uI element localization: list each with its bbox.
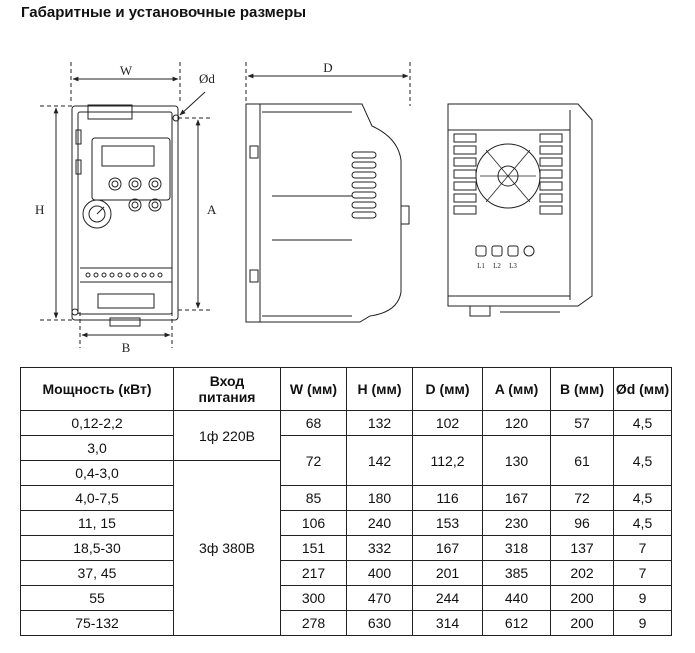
cell-a: 612 bbox=[483, 611, 551, 636]
label-b: B bbox=[121, 340, 131, 355]
cell-h: 332 bbox=[347, 536, 413, 561]
cell-a: 167 bbox=[483, 486, 551, 511]
cell-w: 217 bbox=[281, 561, 347, 586]
label-w: W bbox=[119, 63, 133, 78]
cell-d: 112,2 bbox=[413, 436, 483, 486]
cell-od: 9 bbox=[614, 611, 672, 636]
cell-h: 240 bbox=[347, 511, 413, 536]
cell-h: 630 bbox=[347, 611, 413, 636]
cell-b: 57 bbox=[551, 411, 614, 436]
cell-power: 4,0-7,5 bbox=[21, 486, 174, 511]
header-d: D (мм) bbox=[413, 368, 483, 411]
cell-d: 116 bbox=[413, 486, 483, 511]
table-row bbox=[21, 411, 672, 436]
front-view bbox=[35, 62, 217, 355]
header-b: B (мм) bbox=[551, 368, 614, 411]
cell-h: 470 bbox=[347, 586, 413, 611]
header-input-line1: Вход bbox=[209, 373, 245, 389]
page-title: Габаритные и установочные размеры bbox=[21, 4, 307, 21]
cell-w: 151 bbox=[281, 536, 347, 561]
table-header-row bbox=[21, 368, 672, 411]
cell-input-3phase: 3ф 380В bbox=[174, 461, 281, 636]
cell-od: 9 bbox=[614, 586, 672, 611]
cell-od: 4,5 bbox=[614, 486, 672, 511]
header-od: Ød (мм) bbox=[614, 368, 672, 411]
table-row bbox=[21, 611, 672, 636]
cell-b: 96 bbox=[551, 511, 614, 536]
cell-power: 18,5-30 bbox=[21, 536, 174, 561]
cell-power: 11, 15 bbox=[21, 511, 174, 536]
header-power: Мощность (кВт) bbox=[21, 368, 174, 411]
header-w: W (мм) bbox=[281, 368, 347, 411]
cell-d: 102 bbox=[413, 411, 483, 436]
cell-w: 68 bbox=[281, 411, 347, 436]
cell-b: 202 bbox=[551, 561, 614, 586]
cell-od: 4,5 bbox=[614, 411, 672, 436]
cell-d: 201 bbox=[413, 561, 483, 586]
cell-a: 440 bbox=[483, 586, 551, 611]
cell-b: 72 bbox=[551, 486, 614, 511]
label-a: A bbox=[207, 202, 217, 217]
table-row bbox=[21, 436, 672, 461]
table-row bbox=[21, 536, 672, 561]
cell-b: 200 bbox=[551, 586, 614, 611]
cell-od: 4,5 bbox=[614, 511, 672, 536]
cell-power: 55 bbox=[21, 586, 174, 611]
cell-power: 37, 45 bbox=[21, 561, 174, 586]
cell-w: 85 bbox=[281, 486, 347, 511]
cell-power: 75-132 bbox=[21, 611, 174, 636]
cell-b: 137 bbox=[551, 536, 614, 561]
cell-d: 153 bbox=[413, 511, 483, 536]
table-row bbox=[21, 561, 672, 586]
cell-w: 72 bbox=[281, 436, 347, 486]
cell-power: 3,0 bbox=[21, 436, 174, 461]
cell-od: 4,5 bbox=[614, 436, 672, 486]
table-row bbox=[21, 586, 672, 611]
table-row bbox=[21, 511, 672, 536]
header-input-line2: питания bbox=[198, 389, 256, 405]
cell-a: 120 bbox=[483, 411, 551, 436]
cell-od: 7 bbox=[614, 561, 672, 586]
label-d-hole: Ød bbox=[199, 71, 215, 86]
table-row bbox=[21, 486, 672, 511]
rear-view bbox=[448, 104, 592, 316]
label-h: H bbox=[35, 202, 45, 217]
cell-h: 400 bbox=[347, 561, 413, 586]
cell-d: 244 bbox=[413, 586, 483, 611]
terminal-label-l2: L2 bbox=[493, 262, 501, 270]
cell-w: 106 bbox=[281, 511, 347, 536]
terminal-label-l3: L3 bbox=[509, 262, 517, 270]
cell-w: 278 bbox=[281, 611, 347, 636]
cell-d: 167 bbox=[413, 536, 483, 561]
cell-a: 130 bbox=[483, 436, 551, 486]
cell-power: 0,12-2,2 bbox=[21, 411, 174, 436]
label-depth: D bbox=[323, 60, 333, 75]
cell-od: 7 bbox=[614, 536, 672, 561]
terminal-label-l1: L1 bbox=[477, 262, 485, 270]
cell-a: 318 bbox=[483, 536, 551, 561]
cell-power: 0,4-3,0 bbox=[21, 461, 174, 486]
header-a: A (мм) bbox=[483, 368, 551, 411]
cell-w: 300 bbox=[281, 586, 347, 611]
header-input bbox=[174, 368, 281, 411]
cell-h: 142 bbox=[347, 436, 413, 486]
cell-b: 61 bbox=[551, 436, 614, 486]
cell-a: 385 bbox=[483, 561, 551, 586]
dimensions-table bbox=[20, 367, 672, 636]
cell-d: 314 bbox=[413, 611, 483, 636]
side-view bbox=[246, 60, 410, 322]
dimension-drawing bbox=[0, 40, 695, 360]
cell-h: 132 bbox=[347, 411, 413, 436]
cell-b: 200 bbox=[551, 611, 614, 636]
header-h: H (мм) bbox=[347, 368, 413, 411]
cell-input-1phase: 1ф 220В bbox=[174, 411, 281, 461]
cell-h: 180 bbox=[347, 486, 413, 511]
cell-a: 230 bbox=[483, 511, 551, 536]
